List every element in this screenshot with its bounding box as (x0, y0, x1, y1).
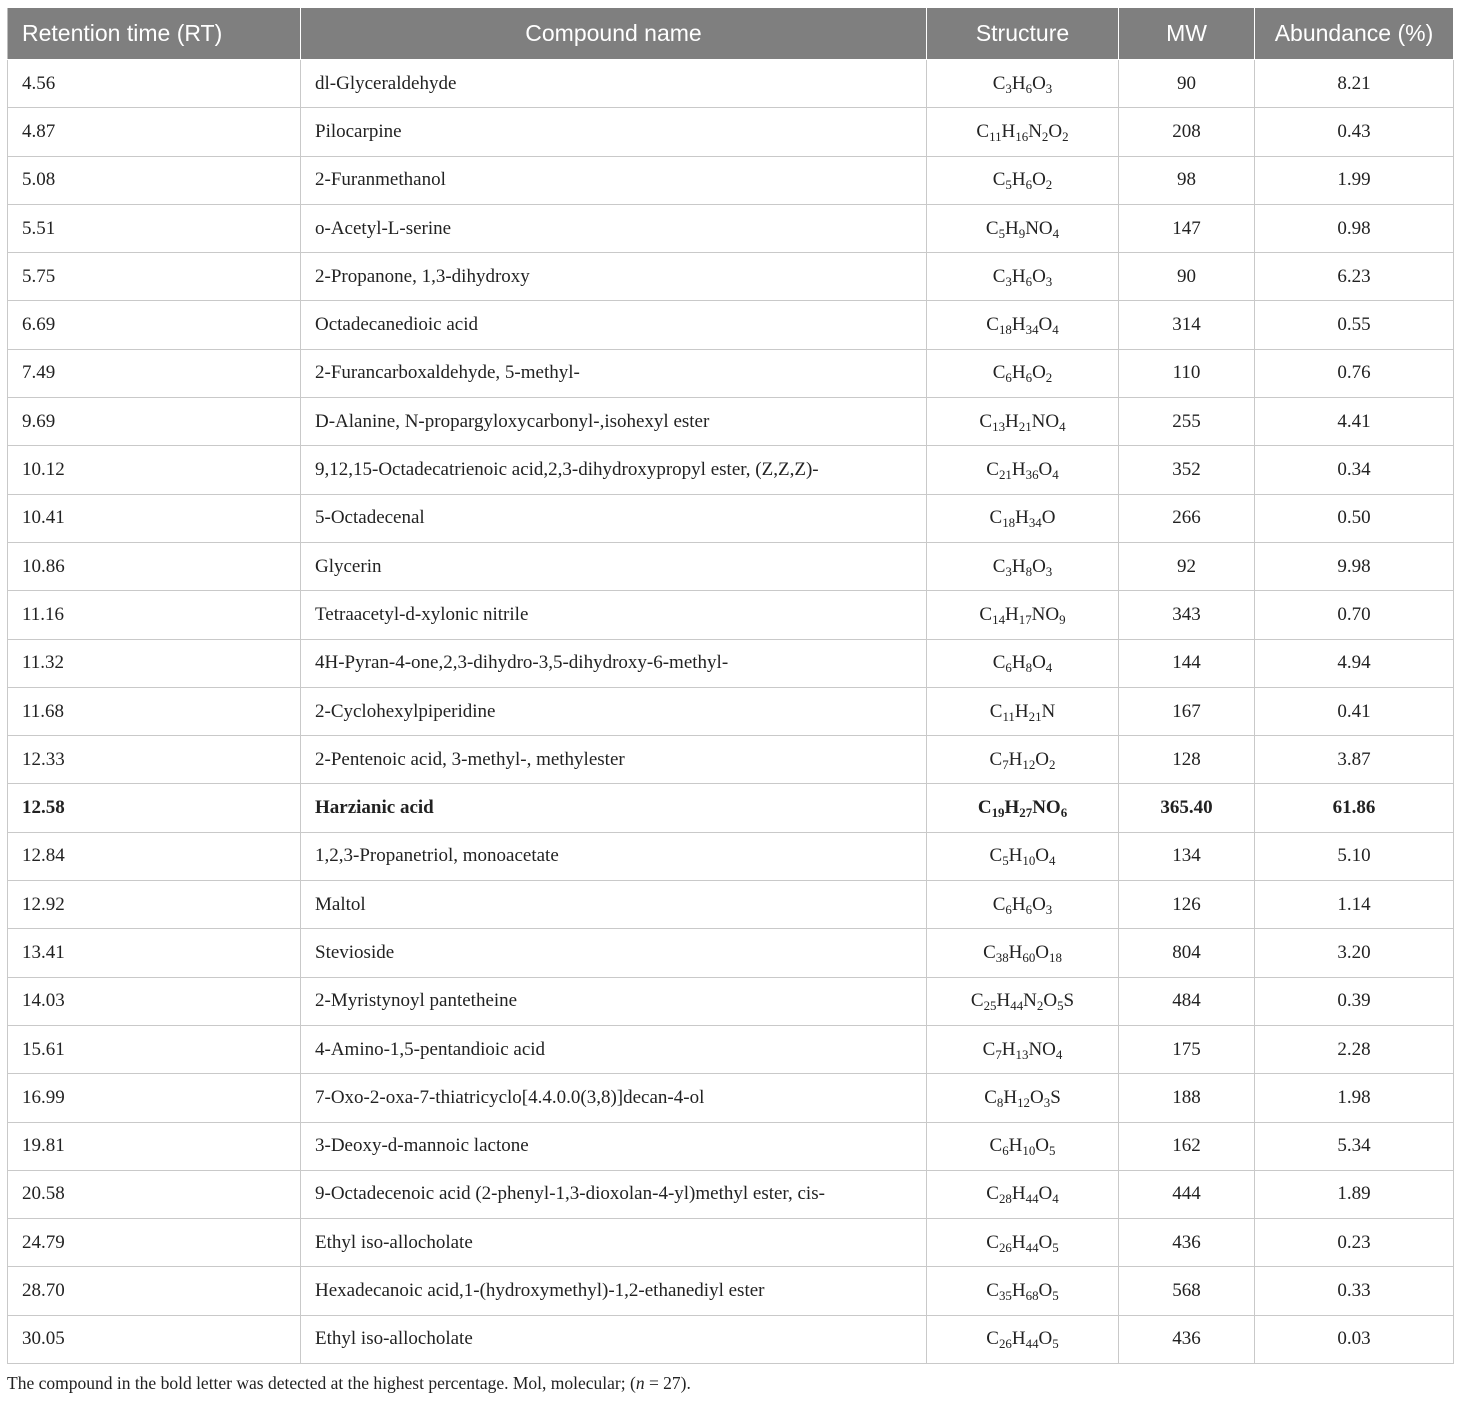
mw-cell: 167 (1119, 687, 1255, 735)
retention-time-cell: 12.33 (8, 736, 301, 784)
compound-name-cell: 9,12,15-Octadecatrienoic acid,2,3-dihydroxypropyl ester, (Z,Z,Z)- (301, 446, 927, 494)
structure-cell: $C_8H_{12}O_3S$ (927, 1074, 1119, 1122)
structure-cell: $C_{18}H_{34}O$ (927, 494, 1119, 542)
structure-cell: $C_3H_6O_3$ (927, 60, 1119, 108)
structure-cell: $C_6H_6O_3$ (927, 881, 1119, 929)
structure-cell: $C_{13}H_{21}NO_4$ (927, 398, 1119, 446)
table-row (8, 977, 1454, 1025)
structure-cell: $C_{21}H_{36}O_4$ (927, 446, 1119, 494)
structure-cell: $C_{28}H_{44}O_4$ (927, 1170, 1119, 1218)
mw-cell: 352 (1119, 446, 1255, 494)
mw-cell: 134 (1119, 832, 1255, 880)
mw-cell: 188 (1119, 1074, 1255, 1122)
compound-name-cell: 5-Octadecenal (301, 494, 927, 542)
compound-name-cell: 2-Furanmethanol (301, 156, 927, 204)
retention-time-cell: 6.69 (8, 301, 301, 349)
structure-cell: $C_5H_6O_2$ (927, 156, 1119, 204)
retention-time-cell: 5.08 (8, 156, 301, 204)
retention-time-cell: 11.32 (8, 639, 301, 687)
compound-name-cell: D-Alanine, N-propargyloxycarbonyl-,isohexyl ester (301, 398, 927, 446)
abundance-cell: 0.33 (1255, 1267, 1454, 1315)
retention-time-cell: 13.41 (8, 929, 301, 977)
retention-time-cell: 30.05 (8, 1315, 301, 1363)
compound-name-cell: Tetraacetyl-d-xylonic nitrile (301, 591, 927, 639)
compound-name-cell: Harzianic acid (301, 784, 927, 832)
compound-name-cell: 2-Myristynoyl pantetheine (301, 977, 927, 1025)
retention-time-cell: 9.69 (8, 398, 301, 446)
structure-cell: $C_{38}H_{60}O_{18}$ (927, 929, 1119, 977)
abundance-cell: 1.98 (1255, 1074, 1454, 1122)
mw-cell: 110 (1119, 349, 1255, 397)
mw-cell: 266 (1119, 494, 1255, 542)
compound-name-cell: Ethyl iso-allocholate (301, 1315, 927, 1363)
structure-cell: $C_3H_8O_3$ (927, 542, 1119, 590)
structure-cell: $C_5H_9NO_4$ (927, 204, 1119, 252)
table-footnote: The compound in the bold letter was detected at the highest percentage. Mol, molecular; (n = 27). (7, 1373, 691, 1393)
mw-cell: 444 (1119, 1170, 1255, 1218)
table-row (8, 494, 1454, 542)
abundance-cell: 0.23 (1255, 1219, 1454, 1267)
table-row (8, 108, 1454, 156)
structure-cell: $C_5H_{10}O_4$ (927, 832, 1119, 880)
abundance-cell: 3.87 (1255, 736, 1454, 784)
retention-time-cell: 10.86 (8, 542, 301, 590)
compound-name-cell: Maltol (301, 881, 927, 929)
retention-time-cell: 5.75 (8, 253, 301, 301)
table-row (8, 1074, 1454, 1122)
mw-cell: 208 (1119, 108, 1255, 156)
abundance-cell: 4.41 (1255, 398, 1454, 446)
structure-cell: $C_{18}H_{34}O_4$ (927, 301, 1119, 349)
retention-time-cell: 11.68 (8, 687, 301, 735)
mw-cell: 162 (1119, 1122, 1255, 1170)
table-row (8, 687, 1454, 735)
mw-cell: 484 (1119, 977, 1255, 1025)
abundance-cell: 0.43 (1255, 108, 1454, 156)
compound-name-cell: Octadecanedioic acid (301, 301, 927, 349)
retention-time-cell: 10.12 (8, 446, 301, 494)
table-row (8, 929, 1454, 977)
abundance-cell: 0.98 (1255, 204, 1454, 252)
table-row (8, 736, 1454, 784)
compound-name-cell: 2-Propanone, 1,3-dihydroxy (301, 253, 927, 301)
retention-time-cell: 10.41 (8, 494, 301, 542)
mw-cell: 175 (1119, 1025, 1255, 1073)
abundance-cell: 0.03 (1255, 1315, 1454, 1363)
compound-name-cell: Pilocarpine (301, 108, 927, 156)
mw-cell: 314 (1119, 301, 1255, 349)
retention-time-cell: 5.51 (8, 204, 301, 252)
abundance-cell: 2.28 (1255, 1025, 1454, 1073)
retention-time-cell: 12.92 (8, 881, 301, 929)
mw-cell: 90 (1119, 60, 1255, 108)
table-row (8, 398, 1454, 446)
compound-name-cell: 2-Pentenoic acid, 3-methyl-, methylester (301, 736, 927, 784)
structure-cell: $C_6H_{10}O_5$ (927, 1122, 1119, 1170)
retention-time-cell: 7.49 (8, 349, 301, 397)
abundance-cell: 0.76 (1255, 349, 1454, 397)
abundance-cell: 1.14 (1255, 881, 1454, 929)
compound-name-cell: 2-Furancarboxaldehyde, 5-methyl- (301, 349, 927, 397)
table-row (8, 881, 1454, 929)
abundance-cell: 5.10 (1255, 832, 1454, 880)
table-row (8, 349, 1454, 397)
structure-cell: $C_6H_8O_4$ (927, 639, 1119, 687)
mw-cell: 365.40 (1119, 784, 1255, 832)
compound-name-cell: Glycerin (301, 542, 927, 590)
structure-cell: $C_{14}H_{17}NO_9$ (927, 591, 1119, 639)
table-row (8, 204, 1454, 252)
table-row (8, 1025, 1454, 1073)
mw-cell: 255 (1119, 398, 1255, 446)
mw-cell: 92 (1119, 542, 1255, 590)
compound-name-cell: Hexadecanoic acid,1-(hydroxymethyl)-1,2-ethanediyl ester (301, 1267, 927, 1315)
table-row (8, 542, 1454, 590)
abundance-cell: 0.34 (1255, 446, 1454, 494)
mw-cell: 436 (1119, 1219, 1255, 1267)
header-structure: Structure (927, 8, 1119, 60)
compound-name-cell: 7-Oxo-2-oxa-7-thiatricyclo[4.4.0.0(3,8)]decan-4-ol (301, 1074, 927, 1122)
table-row (8, 60, 1454, 108)
retention-time-cell: 16.99 (8, 1074, 301, 1122)
header-compound-name: Compound name (301, 8, 927, 60)
mw-cell: 126 (1119, 881, 1255, 929)
abundance-cell: 0.70 (1255, 591, 1454, 639)
abundance-cell: 5.34 (1255, 1122, 1454, 1170)
compound-name-cell: o-Acetyl-L-serine (301, 204, 927, 252)
compound-name-cell: 3-Deoxy-d-mannoic lactone (301, 1122, 927, 1170)
structure-cell: $C_6H_6O_2$ (927, 349, 1119, 397)
mw-cell: 147 (1119, 204, 1255, 252)
header-mw: MW (1119, 8, 1255, 60)
table-row (8, 591, 1454, 639)
abundance-cell: 8.21 (1255, 60, 1454, 108)
table-row (8, 156, 1454, 204)
table-row (8, 1219, 1454, 1267)
retention-time-cell: 12.58 (8, 784, 301, 832)
table-row (8, 1315, 1454, 1363)
retention-time-cell: 28.70 (8, 1267, 301, 1315)
retention-time-cell: 4.56 (8, 60, 301, 108)
table-row (8, 253, 1454, 301)
compound-name-cell: 1,2,3-Propanetriol, monoacetate (301, 832, 927, 880)
compound-name-cell: 9-Octadecenoic acid (2-phenyl-1,3-dioxolan-4-yl)methyl ester, cis- (301, 1170, 927, 1218)
abundance-cell: 0.55 (1255, 301, 1454, 349)
mw-cell: 90 (1119, 253, 1255, 301)
compound-name-cell: 4-Amino-1,5-pentandioic acid (301, 1025, 927, 1073)
compound-name-cell: dl-Glyceraldehyde (301, 60, 927, 108)
abundance-cell: 3.20 (1255, 929, 1454, 977)
mw-cell: 128 (1119, 736, 1255, 784)
structure-cell: $C_{25}H_{44}N_2O_5S$ (927, 977, 1119, 1025)
abundance-cell: 61.86 (1255, 784, 1454, 832)
table-row (8, 639, 1454, 687)
structure-cell: $C_{11}H_{16}N_2O_2$ (927, 108, 1119, 156)
header-abundance: Abundance (%) (1255, 8, 1454, 60)
abundance-cell: 0.50 (1255, 494, 1454, 542)
structure-cell: $C_7H_{12}O_2$ (927, 736, 1119, 784)
retention-time-cell: 15.61 (8, 1025, 301, 1073)
table-row (8, 784, 1454, 832)
compounds-table (7, 7, 1454, 1364)
table-header (8, 8, 1454, 60)
mw-cell: 144 (1119, 639, 1255, 687)
structure-cell: $C_{26}H_{44}O_5$ (927, 1219, 1119, 1267)
header-retention-time: Retention time (RT) (8, 8, 301, 60)
table-row (8, 1170, 1454, 1218)
table-row (8, 1122, 1454, 1170)
abundance-cell: 1.89 (1255, 1170, 1454, 1218)
mw-cell: 804 (1119, 929, 1255, 977)
compound-name-cell: 4H-Pyran-4-one,2,3-dihydro-3,5-dihydroxy-6-methyl- (301, 639, 927, 687)
retention-time-cell: 20.58 (8, 1170, 301, 1218)
table-body (8, 60, 1454, 1364)
compound-name-cell: 2-Cyclohexylpiperidine (301, 687, 927, 735)
table-row (8, 446, 1454, 494)
abundance-cell: 0.39 (1255, 977, 1454, 1025)
table-row (8, 1267, 1454, 1315)
structure-cell: $C_7H_{13}NO_4$ (927, 1025, 1119, 1073)
retention-time-cell: 14.03 (8, 977, 301, 1025)
retention-time-cell: 19.81 (8, 1122, 301, 1170)
mw-cell: 98 (1119, 156, 1255, 204)
mw-cell: 436 (1119, 1315, 1255, 1363)
mw-cell: 343 (1119, 591, 1255, 639)
mw-cell: 568 (1119, 1267, 1255, 1315)
abundance-cell: 6.23 (1255, 253, 1454, 301)
table-row (8, 301, 1454, 349)
structure-cell: $C_{19}H_{27}NO_6$ (927, 784, 1119, 832)
structure-cell: $C_{26}H_{44}O_5$ (927, 1315, 1119, 1363)
abundance-cell: 4.94 (1255, 639, 1454, 687)
compound-name-cell: Stevioside (301, 929, 927, 977)
retention-time-cell: 24.79 (8, 1219, 301, 1267)
retention-time-cell: 11.16 (8, 591, 301, 639)
structure-cell: $C_3H_6O_3$ (927, 253, 1119, 301)
header-row (8, 8, 1454, 60)
retention-time-cell: 4.87 (8, 108, 301, 156)
table-row (8, 832, 1454, 880)
retention-time-cell: 12.84 (8, 832, 301, 880)
abundance-cell: 9.98 (1255, 542, 1454, 590)
abundance-cell: 1.99 (1255, 156, 1454, 204)
abundance-cell: 0.41 (1255, 687, 1454, 735)
structure-cell: $C_{35}H_{68}O_5$ (927, 1267, 1119, 1315)
structure-cell: $C_{11}H_{21}N$ (927, 687, 1119, 735)
compound-name-cell: Ethyl iso-allocholate (301, 1219, 927, 1267)
